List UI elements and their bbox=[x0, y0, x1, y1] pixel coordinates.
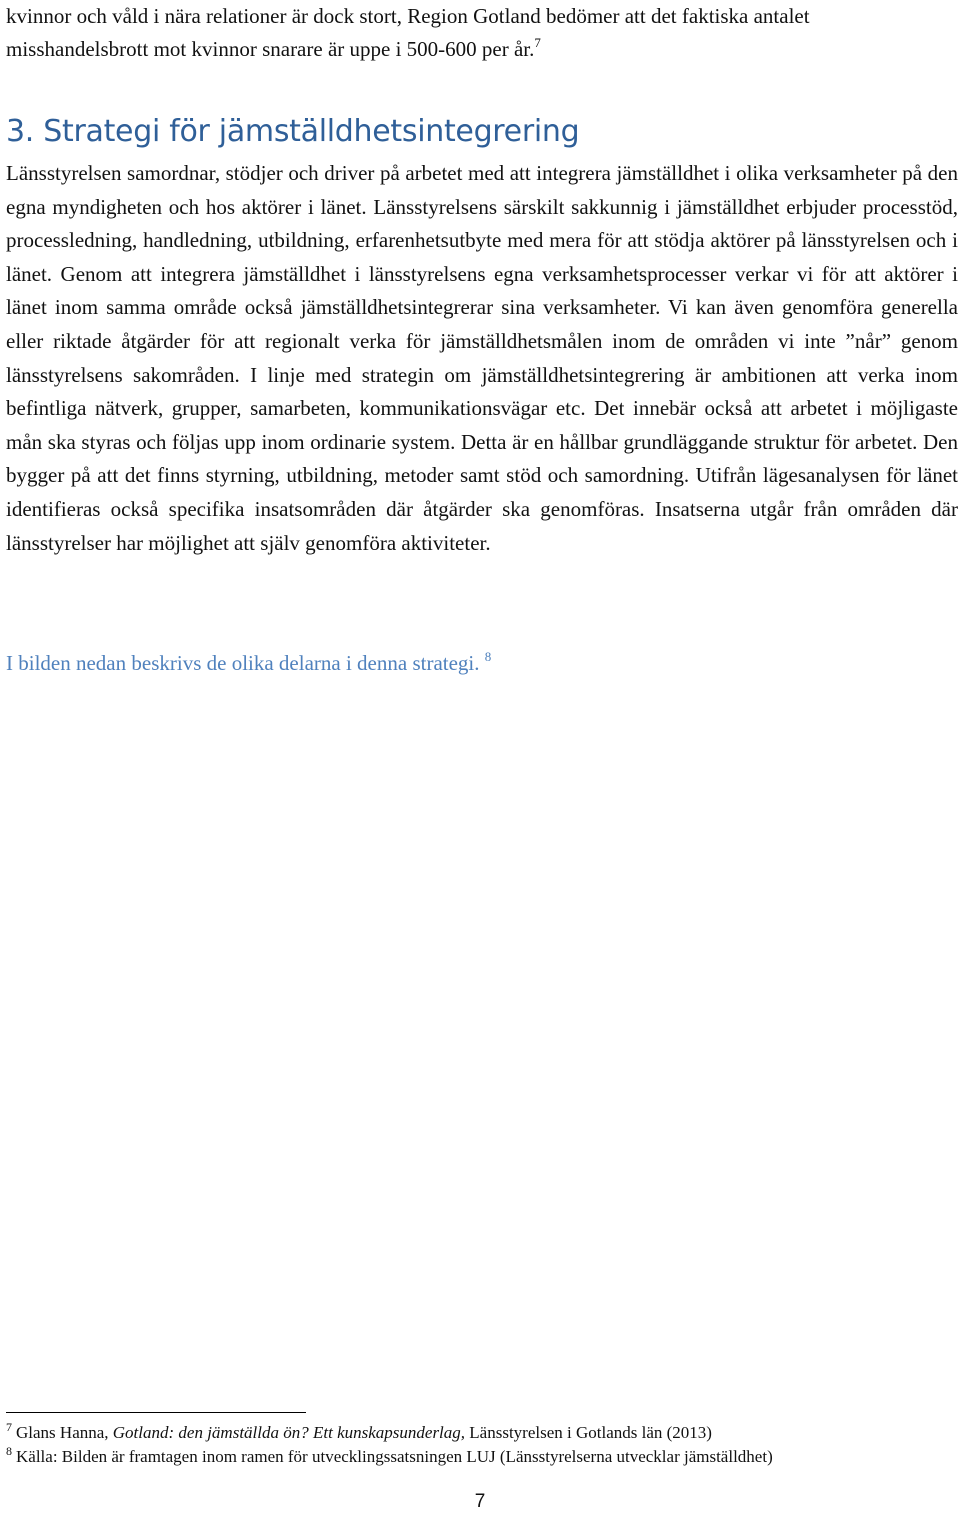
section-body-paragraph: Länsstyrelsen samordnar, stödjer och driver på arbetet med att integrera jämställdhet i olika verksamheter på den egna myndigheten och hos aktörer i länet. Länsstyrelsens särskilt sakkunnig i jämställdhet erbjuder processtöd, processledning, handledning, utbildning, erfarenhetsutbyte med mera för att stödja aktörer på länsstyrelsen och i länet. Genom att integrera jämställdhet i länsstyrelsens egna verksamhetsprocesser verkar vi för att aktörer i länet inom samma område också jämställdhetsintegrerar sina verksamheter. Vi kan även genomföra generella eller riktade åtgärder för att regionalt verka för jämställdhetsmålen inom de områden vi inte ”når” genom länsstyrelsens sakområden. I linje med strategin om jämställdhetsintegrering är ambitionen att verka inom befintliga nätverk, grupper, samarbeten, kommunikationsvägar etc. Det innebär också att arbetet i möjligaste mån ska styras och följas upp inom ordinarie system. Detta är en hållbar grundläggande struktur för arbetet. Den bygger på att det finns styrning, utbildning, metoder samt stöd och samordning. Utifrån lägesanalysen för länet identifieras också specifika insatsområden där åtgärder ska genomföras. Insatserna utgår från områden där länsstyrelser har möjlighet att själv genomföra aktiviteter. bbox=[6, 161, 958, 555]
page-number: 7 bbox=[474, 1491, 486, 1512]
section-heading: 3. Strategi för jämställdhetsintegrering bbox=[6, 114, 580, 149]
footnote-italic-title: Gotland: den jämställda ön? Ett kunskapsunderlag, bbox=[112, 1423, 466, 1442]
caption-text: I bilden nedan beskrivs de olika delarna i denna strategi. bbox=[6, 651, 480, 675]
intro-paragraph bbox=[6, 0, 956, 66]
footnote-7 bbox=[6, 1421, 960, 1445]
footnote-text-end: Länsstyrelsen i Gotlands län (2013) bbox=[465, 1423, 712, 1442]
intro-text: kvinnor och våld i nära relationer är dock stort, Region Gotland bedömer att det faktiska antalet misshandelsbrott mot kvinnor snarare är uppe i 500-600 per år. bbox=[6, 4, 810, 61]
footnote-ref-7[interactable]: 7 bbox=[534, 35, 541, 50]
footnote-text: Glans Hanna, bbox=[16, 1423, 113, 1442]
footnote-ref-8[interactable]: 8 bbox=[484, 649, 492, 664]
figure-caption bbox=[6, 647, 956, 680]
footnote-number: 8 bbox=[6, 1444, 12, 1458]
footnote-number: 7 bbox=[6, 1420, 12, 1434]
footnote-separator bbox=[6, 1412, 306, 1413]
footnote-text: Källa: Bilden är framtagen inom ramen för utvecklingssatsningen LUJ (Länsstyrelserna utvecklar jämställdhet) bbox=[16, 1447, 773, 1466]
footnotes bbox=[6, 1421, 960, 1469]
footnote-8 bbox=[6, 1445, 960, 1469]
